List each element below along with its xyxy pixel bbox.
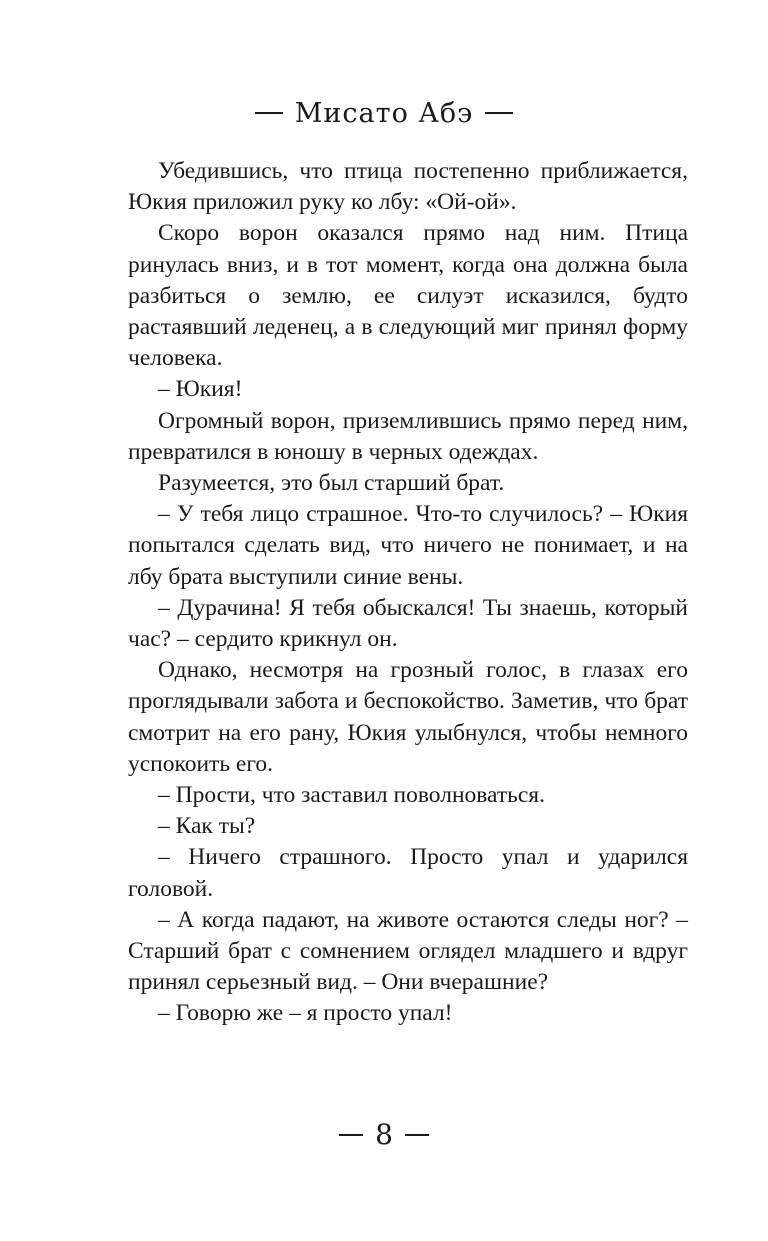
paragraph: – Ничего страшного. Просто упал и ударился головой. xyxy=(128,844,688,902)
paragraph: Скоро ворон оказался прямо над ним. Птица ринулась вниз, и в тот момент, когда она должна была разбиться о землю, ее силуэт исказился, будто растаявший леденец, а в следующий миг принял форму человека. xyxy=(128,220,688,372)
body-text xyxy=(128,156,688,1030)
paragraph: Огромный ворон, приземлившись прямо перед ним, превратился в юношу в черных одеждах. xyxy=(128,407,688,465)
running-header xyxy=(0,98,768,129)
paragraph: – Как ты? xyxy=(158,813,256,840)
paragraph: – У тебя лицо страшное. Что-то случилось? – Юкия попытался сделать вид, что ничего не понимает, и на лбу брата выступили синие вены. xyxy=(128,501,688,590)
paragraph: – Дурачина! Я тебя обыскался! Ты знаешь, который час? – сердито крикнул он. xyxy=(128,594,688,653)
paragraph: – Юкия! xyxy=(158,376,243,403)
paragraph: – А когда падают, на животе остаются следы ног? – Старший брат с сомнением оглядел младшего и вдруг принял серьезный вид. – Они вчерашние? xyxy=(128,906,688,996)
page-number-value: 8 xyxy=(375,1118,393,1151)
paragraph: Однако, несмотря на грозный голос, в глазах его проглядывали забота и беспокойство. Заметив, что брат смотрит на его рану, Юкия улыбнулся, чтобы немного успокоить его. xyxy=(128,657,688,777)
paragraph: Разумеется, это был старший брат. xyxy=(158,470,505,497)
header-dash-left xyxy=(255,112,283,114)
page-number xyxy=(0,1118,768,1151)
page-number-dash-right xyxy=(405,1134,429,1136)
paragraph: – Прости, что заставил поволноваться. xyxy=(158,782,545,809)
header-dash-right xyxy=(485,112,513,114)
paragraph: – Говорю же – я просто упал! xyxy=(158,1000,453,1027)
paragraph: Убедившись, что птица постепенно приближается, Юкия приложил руку ко лбу: «Ой-ой». xyxy=(128,158,688,216)
author-name: Мисато Абэ xyxy=(294,98,474,129)
page-number-dash-left xyxy=(339,1134,363,1136)
